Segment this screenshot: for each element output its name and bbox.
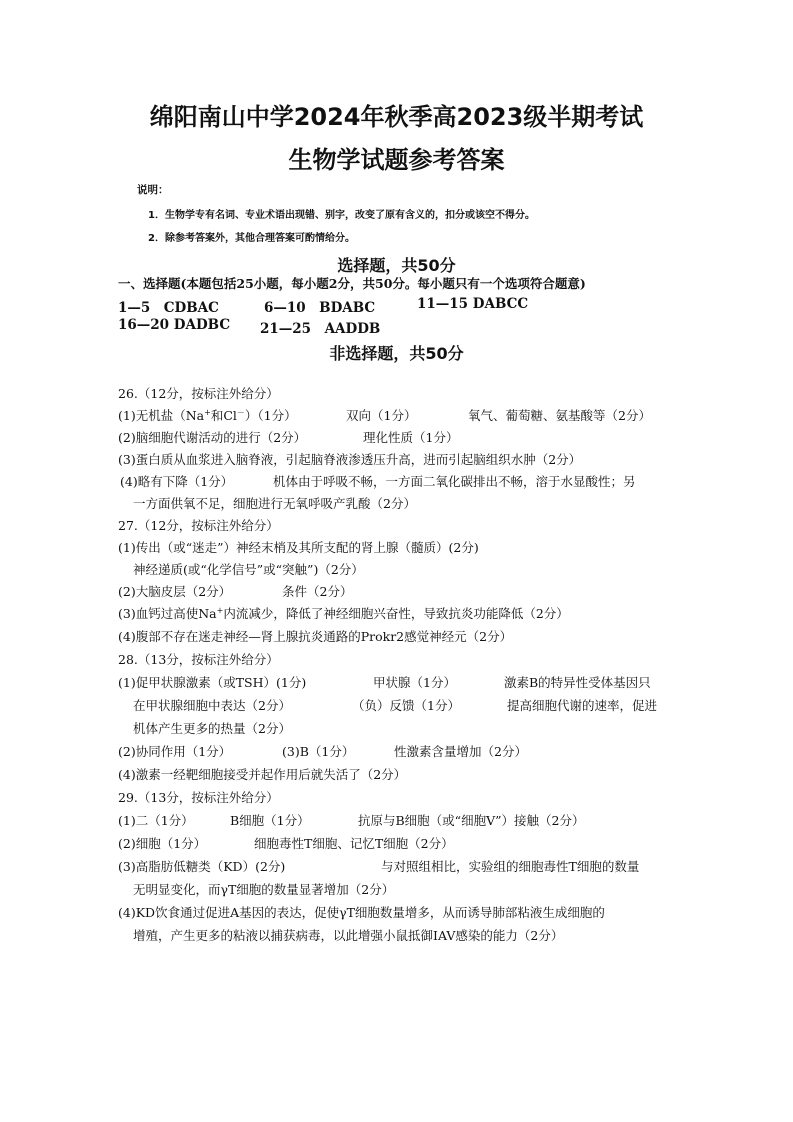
- q26-answer-1c: 氧气、葡萄糖、氨基酸等（2分）: [468, 408, 651, 423]
- q26-line-3: (3)蛋白质从血浆进入脑脊液，引起脑脊液渗透压升高，进而引起脑组织水肿（2分）: [118, 452, 582, 467]
- q26-answer-1a: (1)无机盐（Na+和Cl－）（1分）: [118, 407, 297, 423]
- q28-answer-2a: 在甲状腺细胞中表达（2分）: [133, 698, 291, 713]
- q28-answer-1c: 激素B的特异性受体基因只: [504, 675, 651, 690]
- q27-answer-3b: 条件（2分）: [282, 584, 353, 599]
- section-title-choice: 选择题，共50分: [337, 256, 456, 275]
- q26-answer-2a: (2)脑细胞代谢活动的进行（2分）: [118, 430, 307, 445]
- q29-answer-3b: 与对照组相比，实验组的细胞毒性T细胞的数量: [381, 859, 640, 874]
- choice-answers: 21—25 AADDB: [260, 321, 381, 337]
- q29-answer-3a: (3)高脂肪低糖类（KD）(2分): [118, 859, 286, 874]
- q29-answer-2a: (2)细胞（1分）: [118, 836, 207, 851]
- q27-answer-3a: (2)大脑皮层（2分）: [118, 584, 232, 599]
- q26-answer-1b: 双向（1分）: [346, 408, 417, 423]
- q28-answer-1b: 甲状腺（1分）: [373, 675, 456, 690]
- note-item: 1．生物学专有名词、专业术语出现错、别字，改变了原有含义的，扣分或该空不得分。: [148, 210, 535, 221]
- choice-answers: 6—10 BDABC: [264, 300, 376, 316]
- q29-line-4: 无明显变化，而γT细胞的数量显著增加（2分）: [133, 882, 395, 897]
- q26-answer-2b: 理化性质（1分）: [363, 430, 459, 445]
- q27-line-5: (4)腹部不存在迷走神经—肾上腺抗炎通路的Prokr2感觉神经元（2分）: [118, 629, 513, 644]
- q27-header: 27.（12分，按标注外给分）: [118, 518, 279, 533]
- q28-answer-2c: 提高细胞代谢的速率，促进: [507, 698, 658, 713]
- q28-answer-4a: (2)协同作用（1分）: [118, 744, 232, 759]
- q27-line-4: (3)血钙过高使Na+内流减少，降低了神经细胞兴奋性，导致抗炎功能降低（2分）: [118, 605, 569, 621]
- note-item: 2．除参考答案外，其他合理答案可酌情给分。: [148, 233, 355, 244]
- q27-line-3: [118, 582, 678, 600]
- notes-heading: 说明：: [137, 184, 169, 196]
- section-title-nonchoice: 非选择题，共50分: [329, 344, 464, 363]
- q28-answer-2b: （负）反馈（1分）: [352, 698, 460, 713]
- q29-line-5: (4)KD饮食通过促进A基因的表达，促使γT细胞数量增多，从而诱导肺部粘液生成细胞的: [118, 905, 605, 920]
- q26-line-4: [120, 472, 680, 490]
- q29-header: 29.（13分，按标注外给分）: [118, 790, 279, 805]
- q29-line-1: [118, 811, 678, 829]
- choice-answers: 11—15 DABCC: [417, 296, 529, 312]
- q28-answer-1a: (1)促甲状腺激素（或TSH）(1分): [118, 675, 307, 690]
- choice-answers: 1—5 CDBAC: [118, 300, 219, 316]
- q27-line-1: (1)传出（或“迷走”）神经末梢及其所支配的肾上腺（髓质）(2分): [118, 540, 479, 555]
- choice-instructions: 一、选择题(本题包括25小题，每小题2分，共50分。每小题只有一个选项符合题意): [118, 276, 586, 291]
- q29-answer-1c: 抗原与B细胞（或“细胞Ⅴ”）接触（2分）: [358, 813, 585, 828]
- q26-line-1: [118, 406, 678, 424]
- q28-header: 28.（13分，按标注外给分）: [118, 652, 279, 667]
- page-subtitle: 生物学试题参考答案: [288, 146, 505, 174]
- q26-line-2: [118, 428, 678, 446]
- q27-line-2: 神经递质(或“化学信号”或“突触”)（2分）: [133, 562, 364, 577]
- q29-answer-2b: 细胞毒性T细胞、记忆T细胞（2分）: [254, 836, 454, 851]
- page-title: 绵阳南山中学2024年秋季高2023级半期考试: [149, 103, 644, 131]
- q29-line-6: 增殖，产生更多的粘液以捕获病毒，以此增强小鼠抵御IAV感染的能力（2分）: [133, 928, 564, 943]
- q26-line-5: 一方面供氧不足，细胞进行无氧呼吸产乳酸（2分）: [133, 496, 416, 511]
- q28-answer-4b: (3)B（1分）: [282, 744, 355, 759]
- q29-line-3: [118, 857, 698, 875]
- choice-answers: 16—20 DADBC: [118, 317, 231, 333]
- q29-answer-1b: B细胞（1分）: [230, 813, 310, 828]
- q26-answer-4b: 机体由于呼吸不畅，一方面二氧化碳排出不畅，溶于水显酸性；另: [273, 474, 636, 489]
- q28-answer-4c: 性激素含量增加（2分）: [394, 744, 527, 759]
- q28-line-4: [118, 742, 678, 760]
- q28-line-3: 机体产生更多的热量（2分）: [133, 721, 291, 736]
- q29-answer-1a: (1)二（1分）: [118, 813, 194, 828]
- q26-header: 26.（12分，按标注外给分）: [118, 386, 279, 401]
- q29-line-2: [118, 834, 678, 852]
- q28-line-5: (4)激素一经靶细胞接受并起作用后就失活了（2分）: [118, 767, 407, 782]
- q26-answer-4a: (4)略有下降（1分）: [120, 474, 234, 489]
- q28-line-1: [118, 673, 698, 691]
- q28-line-2: [133, 696, 693, 714]
